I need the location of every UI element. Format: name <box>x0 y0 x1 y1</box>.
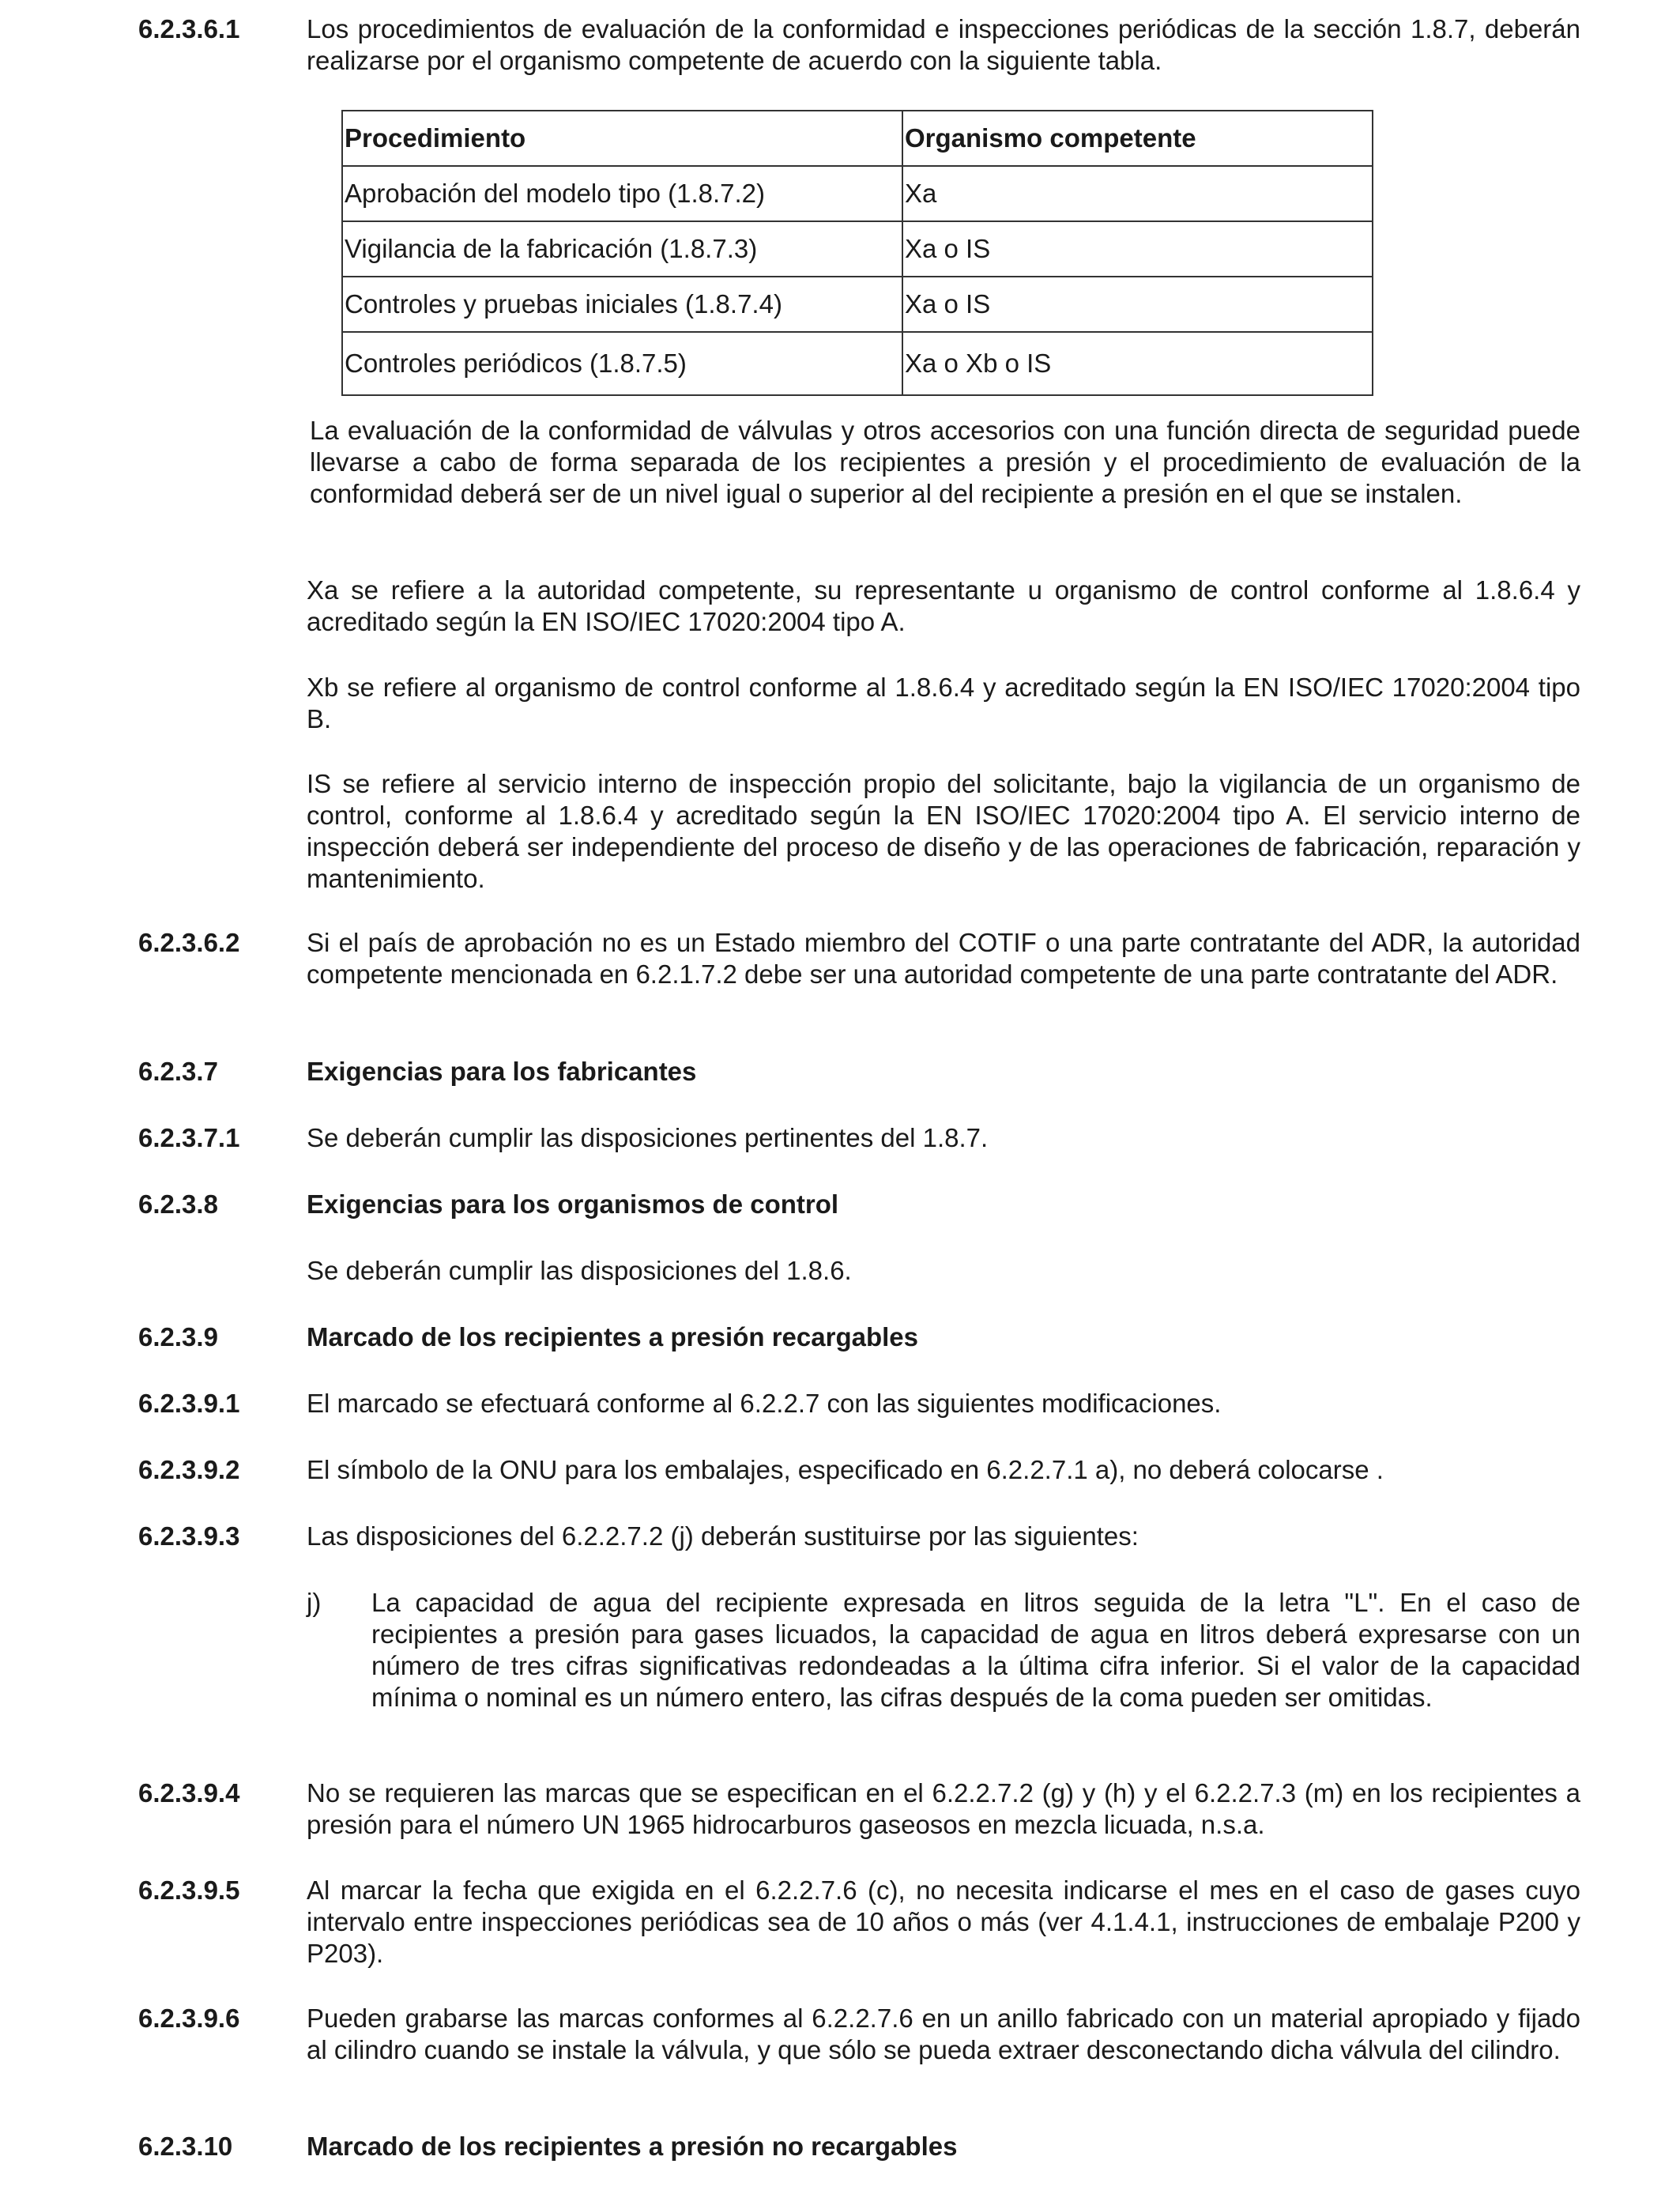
table-cell: Aprobación del modelo tipo (1.8.7.2) <box>342 166 902 221</box>
section-number: 6.2.3.7 <box>138 1057 218 1086</box>
table-row <box>342 332 1373 395</box>
list-marker: j) <box>307 1588 322 1617</box>
section-text: Al marcar la fecha que exigida en el 6.2.2.7.6 (c), no necesita indicarse el mes en el caso de gases cuyo intervalo entre inspecciones periódicas sea de 10 años o más (ver 4.1.4.1, instrucciones de embalaje P200 y P203). <box>307 1875 1580 1968</box>
section-text: Las disposiciones del 6.2.2.7.2 (j) deberán sustituirse por las siguientes: <box>307 1521 1139 1551</box>
section-number: 6.2.3.9.3 <box>138 1521 240 1551</box>
section-number: 6.2.3.6.2 <box>138 928 240 957</box>
section-heading: Marcado de los recipientes a presión no recargables <box>307 2132 958 2161</box>
section-number: 6.2.3.9.4 <box>138 1778 240 1808</box>
section-heading: Marcado de los recipientes a presión recargables <box>307 1322 918 1351</box>
table-cell: Xa o Xb o IS <box>902 332 1373 395</box>
paragraph-xa: Xa se refiere a la autoridad competente, su representante u organismo de control conforme al 1.8.6.4 y acreditado según la EN ISO/IEC 17020:2004 tipo A. <box>307 575 1580 636</box>
section-number: 6.2.3.9.5 <box>138 1875 240 1905</box>
section-text: El símbolo de la ONU para los embalajes, especificado en 6.2.2.7.1 a), no deberá colocarse . <box>307 1455 1384 1484</box>
list-item-text: La capacidad de agua del recipiente expresada en litros seguida de la letra "L". En el caso de recipientes a presión para gases licuados, la capacidad de agua en litros deberá expresarse con un número de tres cifras significativas redondeadas a la última cifra inferior. Si el valor de la capacidad mínima o nominal es un número entero, las cifras después de la coma pueden ser omitidas. <box>371 1588 1580 1712</box>
section-number: 6.2.3.8 <box>138 1189 218 1219</box>
table-cell: Vigilancia de la fabricación (1.8.7.3) <box>342 221 902 277</box>
table-row <box>342 221 1373 277</box>
section-heading: Exigencias para los fabricantes <box>307 1057 697 1086</box>
table-row <box>342 166 1373 221</box>
section-text: El marcado se efectuará conforme al 6.2.2.7 con las siguientes modificaciones. <box>307 1389 1222 1418</box>
section-heading: Exigencias para los organismos de control <box>307 1189 839 1219</box>
table-header: Organismo competente <box>902 111 1373 166</box>
section-text: Se deberán cumplir las disposiciones del 1.8.6. <box>307 1256 852 1285</box>
table-cell: Controles periódicos (1.8.7.5) <box>342 332 902 395</box>
section-text: Si el país de aprobación no es un Estado miembro del COTIF o una parte contratante del ADR, la autoridad competente mencionada en 6.2.1.7.2 debe ser una autoridad competente de una parte contratante del ADR. <box>307 928 1580 989</box>
table-cell: Xa o IS <box>902 221 1373 277</box>
section-number: 6.2.3.6.1 <box>138 14 240 43</box>
table-header: Procedimiento <box>342 111 902 166</box>
procedure-table <box>341 110 1373 396</box>
table-row <box>342 277 1373 332</box>
section-number: 6.2.3.10 <box>138 2132 233 2161</box>
table-cell: Xa <box>902 166 1373 221</box>
section-number: 6.2.3.9.6 <box>138 2004 240 2033</box>
paragraph-is: IS se refiere al servicio interno de inspección propio del solicitante, bajo la vigilancia de un organismo de control, conforme al 1.8.6.4 y acreditado según la EN ISO/IEC 17020:2004 tipo A. El servicio interno de inspección deberá ser independiente del proceso de diseño y de las operaciones de fabricación, reparación y mantenimiento. <box>307 769 1580 893</box>
table-cell: Controles y pruebas iniciales (1.8.7.4) <box>342 277 902 332</box>
section-number: 6.2.3.9.2 <box>138 1455 240 1484</box>
section-text: Los procedimientos de evaluación de la conformidad e inspecciones periódicas de la sección 1.8.7, deberán realizarse por el organismo competente de acuerdo con la siguiente tabla. <box>307 14 1580 75</box>
paragraph-xb: Xb se refiere al organismo de control conforme al 1.8.6.4 y acreditado según la EN ISO/IEC 17020:2004 tipo B. <box>307 673 1580 733</box>
table-header-row <box>342 111 1373 166</box>
section-text: No se requieren las marcas que se especifican en el 6.2.2.7.2 (g) y (h) y el 6.2.2.7.3 (m) en los recipientes a presión para el número UN 1965 hidrocarburos gaseosos en mezcla licuada, n.s.a. <box>307 1778 1580 1839</box>
section-text: Pueden grabarse las marcas conformes al 6.2.2.7.6 en un anillo fabricado con un material apropiado y fijado al cilindro cuando se instale la válvula, y que sólo se pueda extraer desconectando dicha válvula del cilindro. <box>307 2004 1580 2064</box>
table-cell: Xa o IS <box>902 277 1373 332</box>
section-number: 6.2.3.9 <box>138 1322 218 1351</box>
section-number: 6.2.3.9.1 <box>138 1389 240 1418</box>
section-text: Se deberán cumplir las disposiciones pertinentes del 1.8.7. <box>307 1123 989 1152</box>
paragraph-valvulas: La evaluación de la conformidad de válvulas y otros accesorios con una función directa de seguridad puede llevarse a cabo de forma separada de los recipientes a presión y el procedimiento de evaluación de la conformidad deberá ser de un nivel igual o superior al del recipiente a presión en el que se instalen. <box>310 416 1580 508</box>
section-number: 6.2.3.7.1 <box>138 1123 240 1152</box>
